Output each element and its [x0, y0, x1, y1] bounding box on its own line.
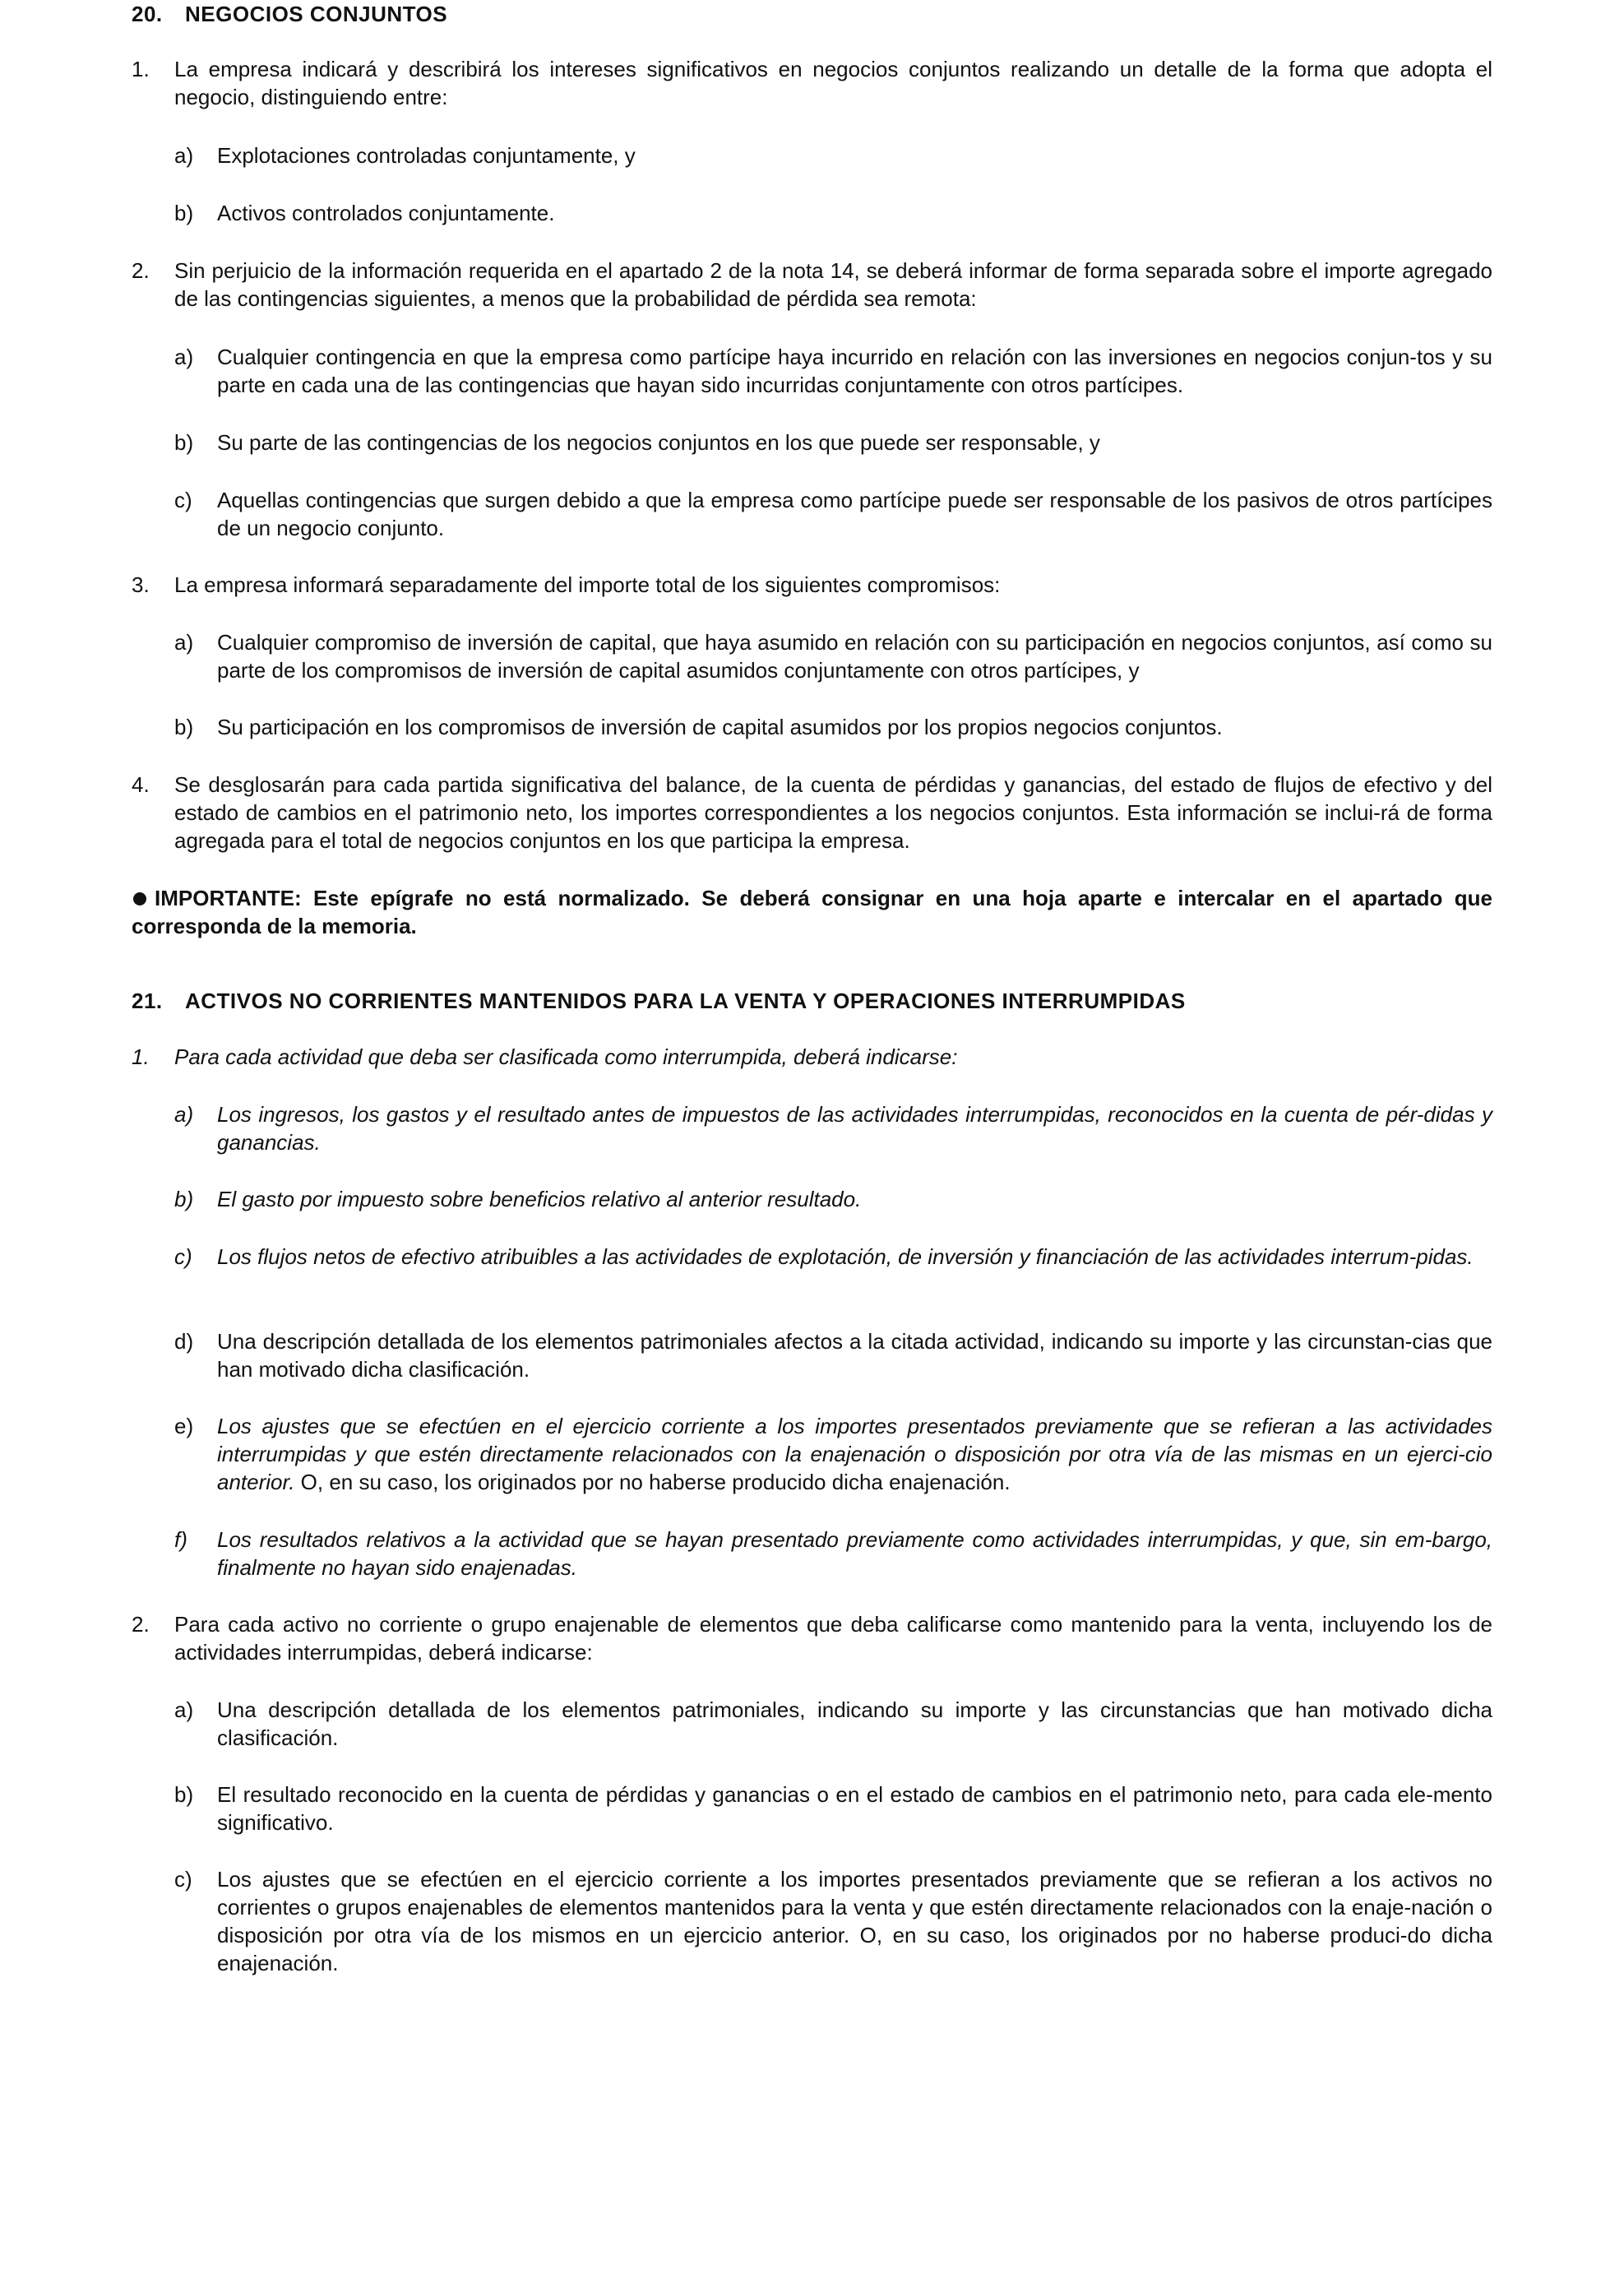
- item-text: Una descripción detallada de los elementos patrimoniales, indicando su importe y las circunstancias que han motivado dicha clasificación.: [217, 1697, 1492, 1750]
- important-note: [132, 884, 1492, 940]
- item-text: Para cada actividad que deba ser clasificada como interrumpida, deberá indicarse:: [174, 1044, 958, 1069]
- item-text: Sin perjuicio de la información requerida en el apartado 2 de la nota 14, se deberá informar de forma separada sobre el importe agregado de las contingencias siguientes, a menos que la probabilidad de pérdida sea remota:: [174, 258, 1492, 311]
- item-label: a): [174, 345, 194, 369]
- bullet-icon: [133, 892, 146, 905]
- item-text: Explotaciones controladas conjuntamente, y: [217, 143, 636, 168]
- paragraph-21-1: [132, 1043, 1492, 1071]
- item-text: Su parte de las contingencias de los negocios conjuntos en los que puede ser responsable, y: [217, 430, 1100, 455]
- item-label: b): [174, 715, 194, 739]
- item-text: Los flujos netos de efectivo atribuibles a las actividades de explotación, de inversión y financiación de las actividades interrum-pidas.: [217, 1244, 1474, 1269]
- item-label: 3.: [132, 572, 150, 597]
- paragraph-20-2-c: [174, 486, 1492, 542]
- section-title: NEGOCIOS CONJUNTOS: [185, 2, 448, 26]
- item-label: a): [174, 630, 194, 655]
- item-label: 2.: [132, 1612, 150, 1637]
- paragraph-20-1: [132, 55, 1492, 111]
- item-label: 1.: [132, 1044, 150, 1069]
- item-label: a): [174, 1102, 194, 1127]
- item-text: Una descripción detallada de los elementos patrimoniales afectos a la citada actividad, indicando su importe y las circunstan-cias que han motivado dicha clasificación.: [217, 1329, 1492, 1382]
- item-label: a): [174, 1697, 194, 1722]
- item-text: El gasto por impuesto sobre beneficios relativo al anterior resultado.: [217, 1187, 862, 1211]
- item-label: b): [174, 430, 194, 455]
- item-text: Para cada activo no corriente o grupo enajenable de elementos que deba calificarse como mantenido para la venta, incluyendo los de actividades interrumpidas, deberá indicarse:: [174, 1612, 1492, 1665]
- section-title: ACTIVOS NO CORRIENTES MANTENIDOS PARA LA VENTA Y OPERACIONES INTERRUMPIDAS: [185, 989, 1186, 1013]
- item-label: 1.: [132, 57, 150, 81]
- paragraph-20-1-a: [174, 141, 1492, 169]
- item-text: El resultado reconocido en la cuenta de pérdidas y ganancias o en el estado de cambios en el patrimonio neto, para cada ele-mento significativo.: [217, 1782, 1492, 1835]
- item-label: f): [174, 1527, 187, 1552]
- paragraph-21-1-c: [174, 1243, 1492, 1271]
- paragraph-20-3: [132, 571, 1492, 599]
- item-text: Cualquier contingencia en que la empresa como partícipe haya incurrido en relación con las inversiones en negocios conjun-tos y su parte en cada una de las contingencias que hayan sido incurridas conjuntamente con otros partícipes.: [217, 345, 1492, 397]
- paragraph-20-1-b: [174, 199, 1492, 227]
- item-text-italic: Los ajustes que se efectúen en el ejercicio corriente a los importes presentados previamente que se refieran a las actividades interrumpidas y que estén directamente relacionados con la enajenación o disposición por otra vía de las mismas en un ejerci-cio anterior.: [217, 1414, 1492, 1494]
- important-text: IMPORTANTE: Este epígrafe no está normalizado. Se deberá consignar en una hoja aparte e intercalar en el apartado que corresponda de la memoria.: [132, 886, 1492, 938]
- item-label: 4.: [132, 772, 150, 797]
- item-text: O, en su caso, los originados por no haberse producido dicha enajenación.: [294, 1470, 1011, 1494]
- item-text: La empresa indicará y describirá los intereses significativos en negocios conjuntos realizando un detalle de la forma que adopta el negocio, distinguiendo entre:: [174, 57, 1492, 109]
- paragraph-21-1-f: [174, 1526, 1492, 1581]
- paragraph-20-2: [132, 257, 1492, 313]
- paragraph-21-2-a: [174, 1696, 1492, 1752]
- item-label: d): [174, 1329, 194, 1354]
- item-label: c): [174, 488, 192, 512]
- item-text: Cualquier compromiso de inversión de capital, que haya asumido en relación con su participación en negocios conjuntos, así como su parte de los compromisos de inversión de capital asumidos conjuntamente con otros partícipes, y: [217, 630, 1492, 683]
- paragraph-20-3-b: [174, 713, 1492, 741]
- paragraph-21-2-b: [174, 1781, 1492, 1836]
- paragraph-21-1-d: [174, 1327, 1492, 1383]
- paragraph-21-1-a: [174, 1100, 1492, 1156]
- item-label: 2.: [132, 258, 150, 283]
- item-label: a): [174, 143, 194, 168]
- item-text: Los ingresos, los gastos y el resultado antes de impuestos de las actividades interrumpidas, reconocidos en la cuenta de pér-didas y ganancias.: [217, 1102, 1492, 1155]
- paragraph-20-2-a: [174, 343, 1492, 399]
- item-label: e): [174, 1414, 194, 1438]
- item-label: c): [174, 1867, 192, 1892]
- paragraph-21-2: [132, 1610, 1492, 1666]
- item-label: b): [174, 1782, 194, 1807]
- paragraph-20-4: [132, 771, 1492, 854]
- paragraph-20-3-a: [174, 628, 1492, 684]
- section-21-heading: [132, 987, 1492, 1015]
- item-text: Los ajustes que se efectúen en el ejercicio corriente a los importes presentados previamente que se refieran a los activos no corrientes o grupos enajenables de elementos mantenidos para la venta y que estén directamente relacionados con la enaje-nación o disposición por otra vía de los mismos en un ejercicio anterior. O, en su caso, los originados por no haberse produci-do dicha enajenación.: [217, 1867, 1492, 1975]
- item-label: c): [174, 1244, 192, 1269]
- item-label: b): [174, 201, 194, 225]
- item-text: Se desglosarán para cada partida significativa del balance, de la cuenta de pérdidas y ganancias, del estado de flujos de efectivo y del estado de cambios en el patrimonio neto, los importes correspondientes a los negocios conjuntos. Esta información se inclui-rá de forma agregada para el total de negocios conjuntos en los que participa la empresa.: [174, 772, 1492, 853]
- paragraph-21-2-c: [174, 1865, 1492, 1977]
- section-number: 21.: [132, 989, 163, 1013]
- item-label: b): [174, 1187, 194, 1211]
- section-number: 20.: [132, 2, 163, 26]
- item-text: La empresa informará separadamente del importe total de los siguientes compromisos:: [174, 572, 1001, 597]
- paragraph-20-2-b: [174, 428, 1492, 456]
- item-text: Activos controlados conjuntamente.: [217, 201, 555, 225]
- item-text: Los resultados relativos a la actividad que se hayan presentado previamente como actividades interrumpidas, y que, sin em-bargo, finalmente no hayan sido enajenadas.: [217, 1527, 1492, 1580]
- item-text: Aquellas contingencias que surgen debido a que la empresa como partícipe puede ser responsable de los pasivos de otros partícipes de un negocio conjunto.: [217, 488, 1492, 540]
- item-text: Su participación en los compromisos de inversión de capital asumidos por los propios negocios conjuntos.: [217, 715, 1223, 739]
- paragraph-21-1-e: [174, 1412, 1492, 1496]
- section-20-heading: [132, 0, 1492, 28]
- paragraph-21-1-b: [174, 1185, 1492, 1213]
